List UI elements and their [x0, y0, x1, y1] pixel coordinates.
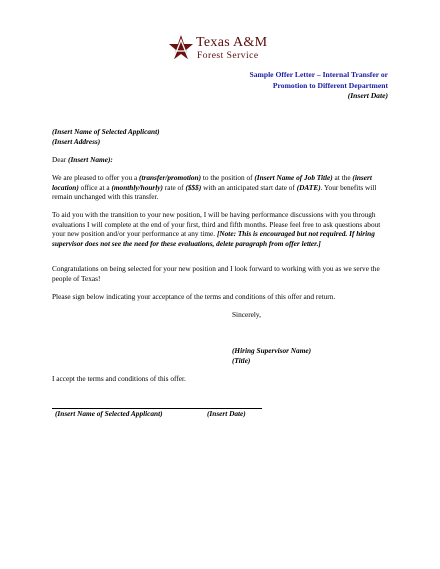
rate-placeholder: ($$$): [185, 182, 202, 192]
p1-text-6: with an anticipated start date of: [201, 182, 297, 192]
supervisor-title-placeholder: (Title): [232, 356, 251, 365]
letter-date-placeholder: (Insert Date): [347, 91, 388, 100]
salutation-name: (Insert Name):: [68, 155, 113, 164]
evaluation-note: [Note: This is encouraged but not required. If hiring supervisor does not see the need for these evaluations, delete paragraph from offer letter.]: [52, 229, 375, 248]
logo-title: Texas A&M: [196, 35, 268, 50]
p2-text: To aid you with the transition to your new position, I will be having performance discussions with you through evaluations I will complete at the end of your first, third and fifth months. Please feel free to ask questions about your new position and/or your performance at any time.: [52, 210, 381, 239]
p1-text-1: We are pleased to offer you a: [52, 173, 140, 182]
closing-sincerely: Sincerely,: [232, 310, 261, 319]
applicant-address-placeholder: (Insert Address): [52, 137, 101, 146]
texas-am-forest-service-logo: [168, 34, 308, 64]
transfer-promotion-placeholder: (transfer/promotion): [139, 173, 202, 182]
job-title-placeholder: (Insert Name of Job Title): [254, 173, 333, 182]
letter-heading-line2: Promotion to Different Department: [272, 81, 388, 90]
evaluation-paragraph: [52, 210, 387, 248]
salutation-dear: Dear: [52, 155, 69, 164]
location-placeholder: (insert location): [52, 173, 372, 192]
p1-text-2: to the position of: [201, 173, 255, 182]
congratulations-paragraph: Congratulations on being selected for your new position and I look forward to working with you as we serve the people of Texas!: [52, 264, 380, 283]
acceptance-statement: I accept the terms and conditions of this offer.: [52, 374, 186, 383]
star-logo-icon: [168, 34, 194, 62]
sign-instruction-paragraph: Please sign below indicating your acceptance of the terms and conditions of this offer and return.: [52, 292, 336, 301]
signature-date-placeholder: (Insert Date): [207, 409, 246, 418]
salutation: [52, 155, 387, 165]
offer-paragraph: [52, 173, 387, 202]
p1-text-5: rate of: [162, 182, 186, 192]
start-date-placeholder: (DATE): [296, 182, 321, 192]
p1-text-7: . Your benefits will remain unchanged with this transfer.: [52, 182, 377, 202]
supervisor-name-placeholder: (Hiring Supervisor Name): [232, 346, 312, 355]
letter-heading-line1: Sample Offer Letter – Internal Transfer or: [249, 70, 388, 79]
applicant-name-placeholder: (Insert Name of Selected Applicant): [52, 127, 160, 136]
p1-text-3: at the: [332, 173, 353, 182]
logo-subtitle: Forest Service: [197, 51, 259, 61]
p1-text-4: office at a: [78, 182, 112, 192]
signature-name-placeholder: (Insert Name of Selected Applicant): [55, 409, 163, 418]
pay-basis-placeholder: (monthly/hourly): [111, 182, 163, 192]
